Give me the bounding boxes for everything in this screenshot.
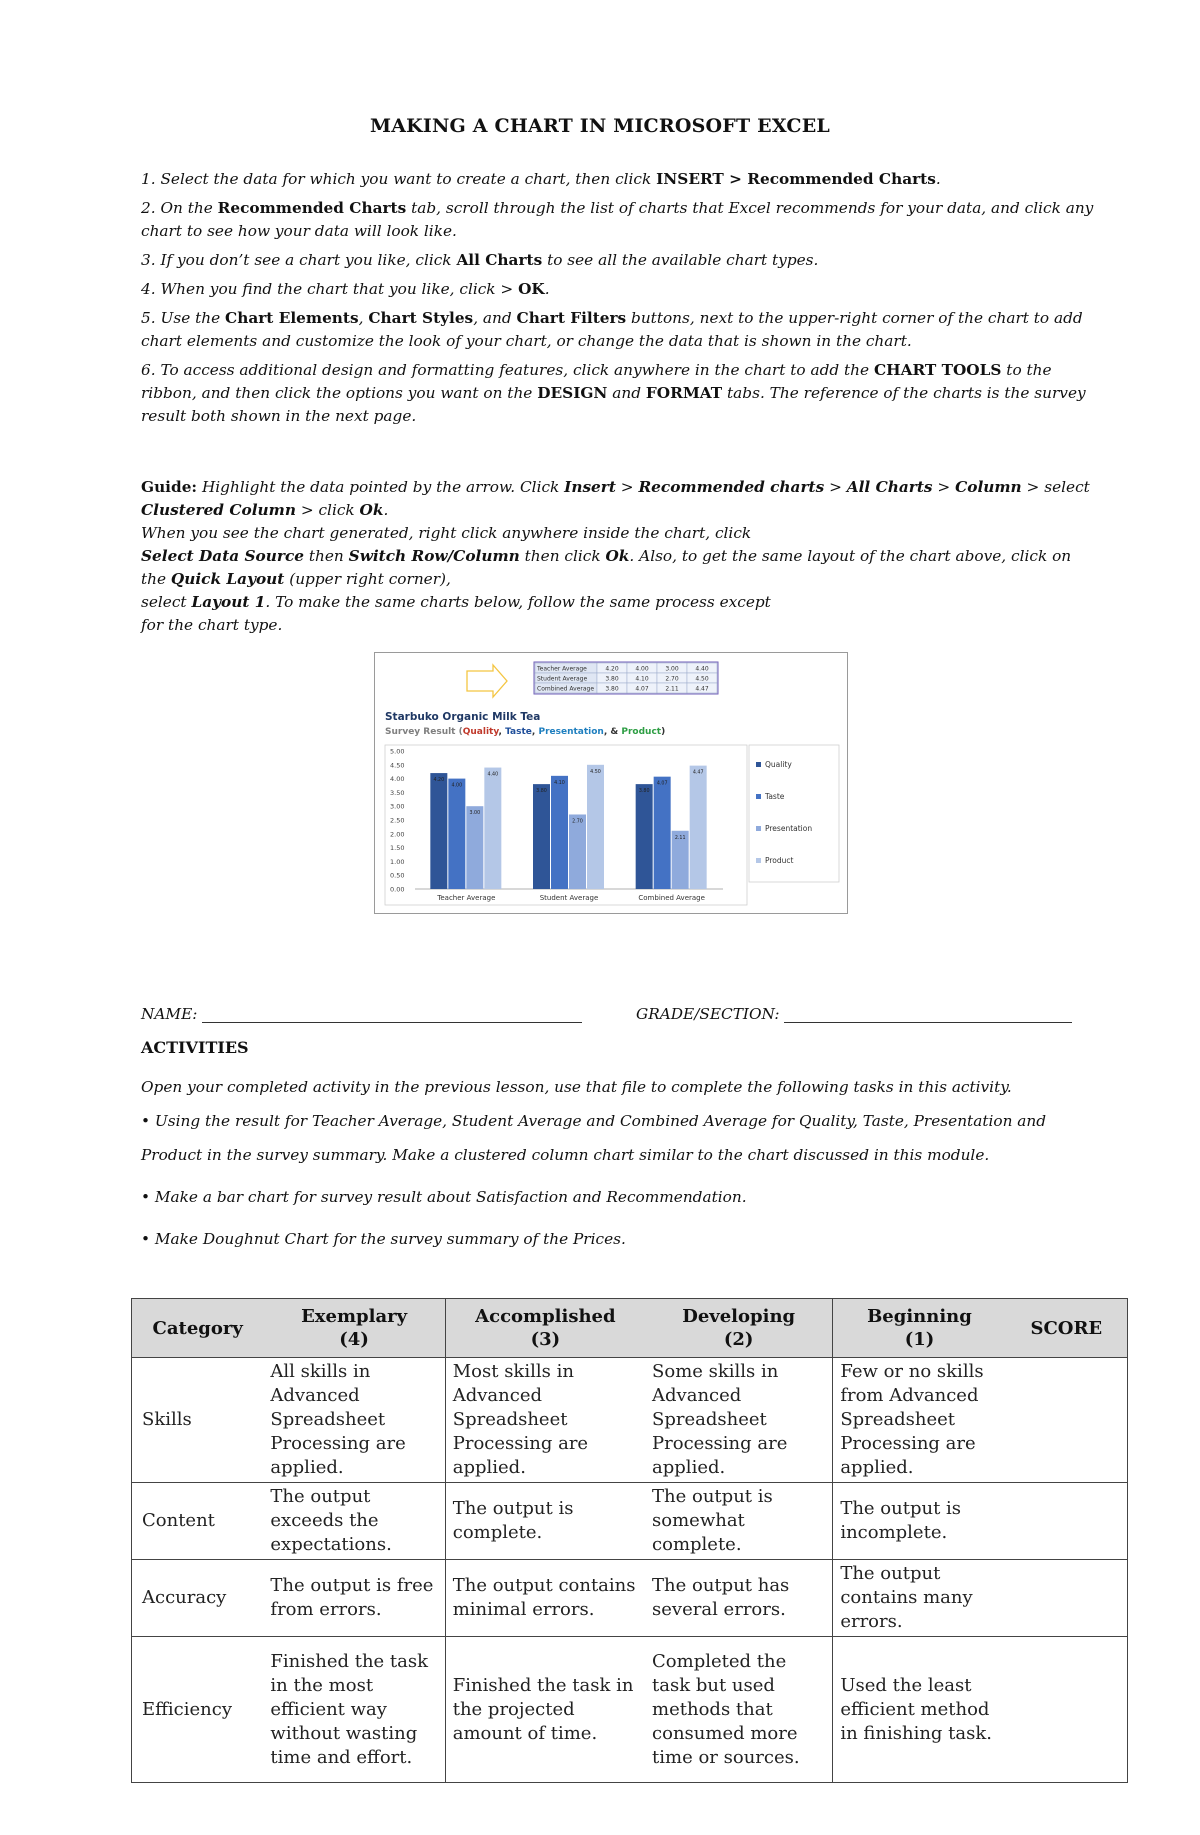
rubric-cell: The output is complete. <box>445 1483 645 1560</box>
rubric-cell: The output is incomplete. <box>833 1483 1006 1560</box>
step-2: 2. On the Recommended Charts tab, scroll through the list of charts that Excel recommends for your data, and click any chart to see how your data will look like. <box>141 199 1094 240</box>
activity-item: • Make Doughnut Chart for the survey summary of the Prices. <box>141 1230 626 1248</box>
bar-product-2 <box>587 765 604 889</box>
rubric-row <box>132 1358 1128 1483</box>
legend-label: Quality <box>765 760 792 769</box>
chart-svg <box>375 653 847 913</box>
step-1: 1. Select the data for which you want to create a chart, then click INSERT > Recommended Charts. <box>141 170 941 188</box>
page-title: MAKING A CHART IN MICROSOFT EXCEL <box>370 115 830 137</box>
mini-table-value: 2.70 <box>665 675 679 683</box>
arrow-shape <box>467 665 507 697</box>
guide-paragraph <box>141 476 1101 637</box>
header-developing: Developing (2) <box>645 1299 833 1358</box>
instruction-steps <box>141 168 1101 434</box>
subtitle-part: Product <box>621 727 662 737</box>
legend-label: Product <box>765 856 794 865</box>
x-tick-label: Student Average <box>539 894 599 902</box>
x-tick-label: Teacher Average <box>437 894 496 902</box>
legend-label: Taste <box>765 792 785 801</box>
subtitle-part: , <box>531 727 539 737</box>
mini-table-label: Combined Average <box>537 685 595 693</box>
rubric-score-cell[interactable] <box>1006 1560 1128 1637</box>
subtitle-part: ) <box>661 727 666 737</box>
header-beginning: Beginning (1) <box>833 1299 1006 1358</box>
bar-data-label: 3.80 <box>536 789 547 795</box>
bar-presentation-2 <box>569 814 586 889</box>
bar-quality-1 <box>430 773 447 889</box>
header-accomplished: Accomplished (3) <box>445 1299 645 1358</box>
grade-section-field[interactable] <box>784 1006 1072 1023</box>
header-exemplary: Exemplary (4) <box>263 1299 445 1358</box>
bar-data-label: 2.11 <box>674 835 686 841</box>
guide-line-3: Select Data Source then Switch Row/Column then click Ok. Also, to get the same layout of the chart above, click on the Quick Layout (upper right corner), <box>141 547 1072 588</box>
step-4: 4. When you find the chart that you like, click > OK. <box>141 280 550 298</box>
activity-item-cont: Product in the survey summary. Make a clustered column chart similar to the chart discussed in this module. <box>141 1146 990 1164</box>
y-tick-label: 1.00 <box>390 857 405 866</box>
bar-quality-3 <box>636 784 653 889</box>
rubric-cell: Few or no skills from Advanced Spreadsheet Processing are applied. <box>833 1358 1006 1483</box>
name-row: NAME: <box>141 1005 582 1023</box>
y-tick-label: 3.00 <box>390 802 405 811</box>
header-score: SCORE <box>1006 1299 1128 1358</box>
rubric-cell: The output contains many errors. <box>833 1560 1006 1637</box>
mini-table-value: 4.07 <box>635 685 649 693</box>
bar-data-label: 4.07 <box>656 781 668 787</box>
rubric-cell: The output has several errors. <box>645 1560 833 1637</box>
subtitle-part: Quality <box>462 727 499 737</box>
subtitle-part: , <box>498 727 506 737</box>
guide-line-4: select Layout 1. To make the same charts below, follow the same process except <box>141 593 771 611</box>
y-tick-label: 2.00 <box>390 830 405 839</box>
mini-table-value: 3.80 <box>605 685 619 693</box>
activities-list <box>141 1070 1101 1256</box>
mini-table-value: 3.80 <box>605 675 619 683</box>
bar-product-1 <box>484 768 501 889</box>
legend-swatch-taste <box>756 794 761 799</box>
rubric-cell: Finished the task in the projected amount of time. <box>445 1637 645 1783</box>
x-axis <box>436 894 705 902</box>
rubric-cell: The output is somewhat complete. <box>645 1483 833 1560</box>
mini-table-value: 3.00 <box>665 665 679 673</box>
bar-data-label: 3.80 <box>638 789 650 795</box>
bar-data-label: 4.20 <box>433 778 445 784</box>
rubric-header-row <box>132 1299 1128 1358</box>
activity-item: • Make a bar chart for survey result about Satisfaction and Recommendation. <box>141 1188 747 1206</box>
rubric-category: Accuracy <box>132 1560 264 1637</box>
bar-taste-3 <box>654 777 671 889</box>
bars <box>430 765 706 889</box>
mini-data-table <box>534 662 718 694</box>
mini-table-value: 4.50 <box>695 675 709 683</box>
rubric-cell: Finished the task in the most efficient way without wasting time and effort. <box>263 1637 445 1783</box>
bar-data-label: 4.40 <box>487 772 499 778</box>
rubric-row <box>132 1560 1128 1637</box>
bar-data-label: 4.00 <box>451 783 463 789</box>
bar-data-label: 4.47 <box>692 770 704 776</box>
chart-title: Starbuko Organic Milk Tea <box>385 711 541 723</box>
bar-data-label: 4.10 <box>554 780 565 786</box>
mini-table-value: 4.47 <box>695 685 709 693</box>
bar-quality-2 <box>533 784 550 889</box>
rubric-score-cell[interactable] <box>1006 1358 1128 1483</box>
mini-table-label: Student Average <box>537 675 588 683</box>
guide-line-2: When you see the chart generated, right click anywhere inside the chart, click <box>141 524 752 542</box>
x-tick-label: Combined Average <box>638 894 705 902</box>
rubric-cell: The output is free from errors. <box>263 1560 445 1637</box>
rubric-cell: The output contains minimal errors. <box>445 1560 645 1637</box>
legend-swatch-quality <box>756 762 761 767</box>
subtitle-part: Taste <box>505 727 532 737</box>
subtitle-prefix: Survey Result ( <box>385 727 463 737</box>
grade-row: GRADE/SECTION: <box>636 1005 1072 1023</box>
activity-intro: Open your completed activity in the previous lesson, use that file to complete the following tasks in this activity. <box>141 1078 1012 1096</box>
rubric-category: Skills <box>132 1358 264 1483</box>
legend-box <box>749 745 839 882</box>
header-category: Category <box>132 1299 264 1358</box>
mini-table-label: Teacher Average <box>537 665 587 673</box>
chart-screenshot <box>374 652 848 914</box>
bar-taste-1 <box>448 779 465 889</box>
bar-data-label: 2.70 <box>572 819 583 825</box>
rubric-cell: Used the least efficient method in finishing task. <box>833 1637 1006 1783</box>
legend-swatch-presentation <box>756 826 761 831</box>
activity-item: • Using the result for Teacher Average, Student Average and Combined Average for Quality, Taste, Presentation and <box>141 1112 1047 1130</box>
rubric-cell: Some skills in Advanced Spreadsheet Processing are applied. <box>645 1358 833 1483</box>
rubric-category: Content <box>132 1483 264 1560</box>
guide-line-1: Guide: Highlight the data pointed by the arrow. Click Insert > Recommended charts > All Charts > Column > select Clustered Column > click Ok. <box>141 478 1090 519</box>
bar-data-label: 4.50 <box>590 769 601 775</box>
rubric-cell: Most skills in Advanced Spreadsheet Processing are applied. <box>445 1358 645 1483</box>
guide-line-5: for the chart type. <box>141 616 283 634</box>
y-tick-label: 3.50 <box>390 788 405 797</box>
name-field[interactable] <box>202 1006 582 1023</box>
subtitle-part: , & <box>603 727 622 737</box>
y-tick-label: 4.50 <box>390 761 405 770</box>
bar-data-label: 3.00 <box>469 811 481 817</box>
mini-table-value: 4.00 <box>635 665 649 673</box>
legend-swatch-product <box>756 858 761 863</box>
bar-product-3 <box>690 766 707 889</box>
step-3: 3. If you don’t see a chart you like, click All Charts to see all the available chart types. <box>141 251 819 269</box>
rubric-category: Efficiency <box>132 1637 264 1783</box>
step-6: 6. To access additional design and formatting features, click anywhere in the chart to add the CHART TOOLS to the ribbon, and then click the options you want on the DESIGN and FORMAT tabs. The reference of the charts is the survey result both shown in the next page. <box>141 361 1086 425</box>
y-tick-label: 1.50 <box>390 844 405 853</box>
y-tick-label: 2.50 <box>390 816 405 825</box>
rubric-table <box>131 1298 1128 1783</box>
legend-label: Presentation <box>765 824 813 833</box>
rubric-cell: All skills in Advanced Spreadsheet Processing are applied. <box>263 1358 445 1483</box>
mini-table-value: 4.40 <box>695 665 709 673</box>
mini-table-value: 2.11 <box>665 685 679 693</box>
y-tick-label: 5.00 <box>390 747 405 756</box>
mini-table-value: 4.20 <box>605 665 619 673</box>
rubric-cell: Completed the task but used methods that consumed more time or sources. <box>645 1637 833 1783</box>
y-tick-label: 4.00 <box>390 775 405 784</box>
step-5: 5. Use the Chart Elements, Chart Styles, and Chart Filters buttons, next to the upper-right corner of the chart to add chart elements and customize the look of your chart, or change the data that is shown in the chart. <box>141 309 1083 350</box>
rubric-cell: The output exceeds the expectations. <box>263 1483 445 1560</box>
rubric-row <box>132 1637 1128 1783</box>
subtitle-part: Presentation <box>538 727 604 737</box>
rubric-score-cell[interactable] <box>1006 1637 1128 1783</box>
bar-taste-2 <box>551 776 568 889</box>
rubric-score-cell[interactable] <box>1006 1483 1128 1560</box>
y-tick-label: 0.00 <box>390 885 405 894</box>
y-tick-label: 0.50 <box>390 871 405 880</box>
activities-heading: ACTIVITIES <box>141 1038 249 1057</box>
rubric-row <box>132 1483 1128 1560</box>
bar-presentation-1 <box>466 806 483 889</box>
mini-table-value: 4.10 <box>635 675 649 683</box>
chart-subtitle <box>385 727 665 737</box>
